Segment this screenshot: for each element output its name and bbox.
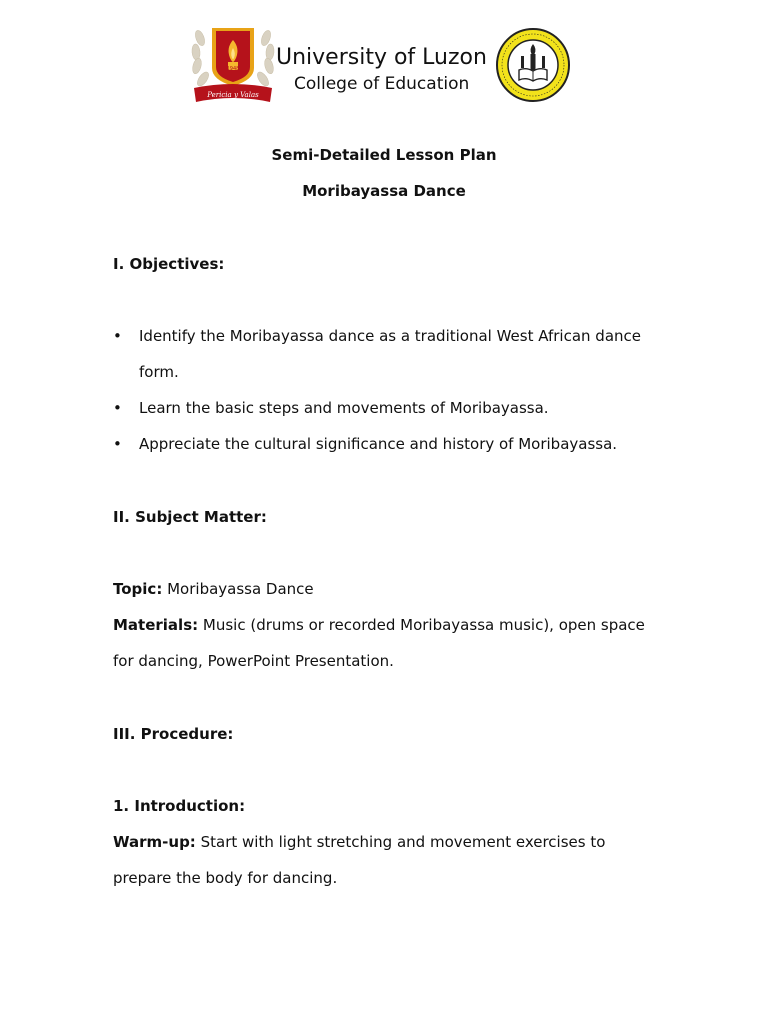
university-crest-icon bbox=[188, 18, 278, 106]
materials-line bbox=[113, 615, 645, 635]
warmup-line bbox=[113, 832, 605, 852]
warmup-value: Start with light stretching and movement exercises to bbox=[200, 833, 606, 851]
document-title: Semi-Detailed Lesson Plan bbox=[271, 146, 497, 164]
university-name: University of Luzon bbox=[276, 45, 487, 70]
svg-text:1948: 1948 bbox=[226, 66, 240, 72]
warmup-label: Warm-up: bbox=[113, 833, 196, 851]
objectives-heading: I. Objectives: bbox=[113, 255, 225, 273]
college-name: College of Education bbox=[294, 74, 470, 94]
bullet-icon: • bbox=[113, 327, 122, 345]
college-of-education-seal-icon bbox=[495, 26, 571, 104]
materials-continuation: for dancing, PowerPoint Presentation. bbox=[113, 652, 394, 670]
materials-label: Materials: bbox=[113, 616, 199, 634]
document-header bbox=[0, 0, 768, 115]
materials-value: Music (drums or recorded Moribayassa music), open space bbox=[202, 616, 645, 634]
procedure-heading: III. Procedure: bbox=[113, 725, 234, 743]
warmup-continuation: prepare the body for dancing. bbox=[113, 869, 338, 887]
topic-line bbox=[113, 579, 314, 599]
topic-value: Moribayassa Dance bbox=[167, 580, 314, 598]
introduction-heading: 1. Introduction: bbox=[113, 797, 246, 815]
bullet-icon: • bbox=[113, 435, 122, 453]
document-subtitle: Moribayassa Dance bbox=[302, 182, 466, 200]
subject-matter-heading: II. Subject Matter: bbox=[113, 508, 267, 526]
bullet-icon: • bbox=[113, 399, 122, 417]
svg-text:Pericia y Valas: Pericia y Valas bbox=[207, 91, 259, 99]
list-item-continuation: form. bbox=[139, 363, 179, 381]
topic-label: Topic: bbox=[113, 580, 163, 598]
